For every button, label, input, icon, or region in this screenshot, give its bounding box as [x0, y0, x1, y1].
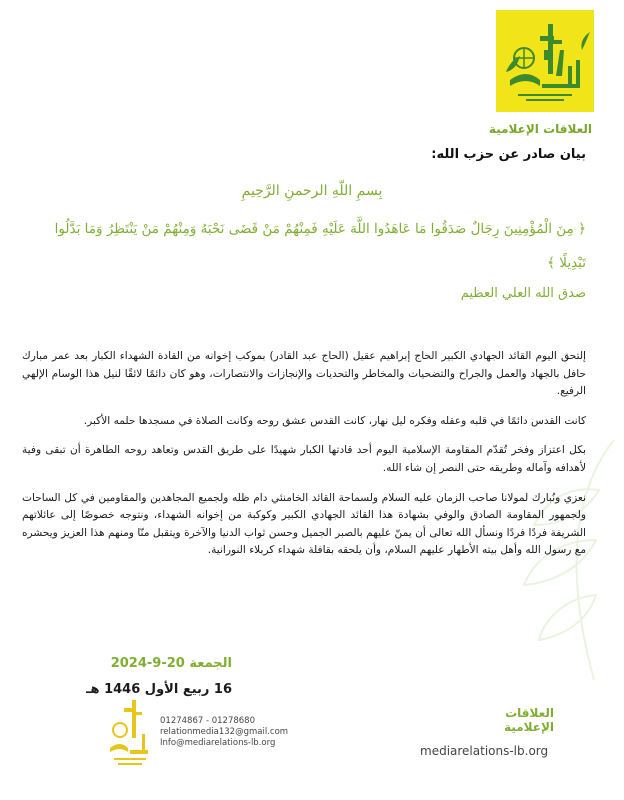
contact-phones: 01274867 - 01278680: [160, 716, 255, 726]
body-paragraph: نعزي ونُبارك لمولانا صاحب الزمان عليه السلام ولسماحة القائد الخامنئي دام ظله ولجميع المجاهدين والمقاومين في كل الساحات ولجمهور المقاومة الصادق والوفي بشهادة هذا القائد الجهادي الكبير وكوكبة من إخوانه الشهداء، ونتوجه خصوصًا إلى عائلاتهم الشريفة فردًا فردًا ونسأل الله تعالى أن يمنّ عليهم بالصبر الجميل وحسن ثواب الدنيا والآخرة ويتقبل منّا ومنهم هذا العزيز ويحشره مع رسول الله وأهل بيته الأطهار عليهم السلام، وأن يلحقه بقافلة شهداء كربلاء النورانية.: [22, 491, 586, 557]
hezbollah-emblem-small-icon: [106, 696, 152, 776]
logo-caption: العلاقات الإعلامية: [488, 122, 592, 136]
contact-email[interactable]: relationmedia132@gmail.com: [160, 727, 289, 737]
hezbollah-emblem-icon: [496, 10, 594, 112]
contact-info: [160, 716, 288, 749]
body-paragraph: كانت القدس دائمًا في قلبه وعقله وفكره ليل نهار، كانت القدس عشق روحه وكانت الصلاة في مسجدها حلمه الأكبر.: [83, 414, 586, 427]
website-link[interactable]: mediarelations-lb.org: [420, 744, 549, 758]
verse-closing: صدق الله العلي العظيم: [460, 286, 586, 301]
body-paragraph: بكل اعتزاز وفخر تُقدّم المقاومة الإسلامية اليوم أحد قادتها الكبار شهيدًا على طريق القدس وتعاهد روحه الطاهرة أن تبقى وفية لأهدافه وآماله وطريقه حتى النصر إن شاء الله.: [22, 444, 586, 474]
statement-heading: بيان صادر عن حزب الله:: [431, 147, 586, 162]
mark-line: العلاقات: [505, 706, 554, 720]
quran-verse: ﴿ مِنَ الْمُؤْمِنِينَ رِجَالٌ صَدَقُوا مَا عَاهَدُوا اللَّهَ عَلَيْهِ فَمِنْهُمْ مَنْ قَضَى نَحْبَهُ وَمِنْهُمْ مَنْ يَنْتَظِرُ وَمَا بَدَّلُوا تَبْدِيلًا ﴾: [54, 221, 586, 271]
header-logo: [488, 10, 594, 142]
hijri-date: 16 ربيع الأول 1446 هـ: [86, 682, 232, 697]
contact-email[interactable]: Info@mediarelations-lb.org: [160, 738, 276, 748]
statement-body: [22, 348, 586, 572]
mark-line: الإعلامية: [504, 720, 554, 734]
gregorian-date: الجمعة 20-9-2024: [110, 656, 232, 671]
media-relations-mark: [506, 706, 554, 734]
body-paragraph: إلتحق اليوم القائد الجهادي الكبير الحاج إبراهيم عقيل (الحاج عبد القادر) بموكب إخوانه من القادة الشهداء الكبار بعد عمر مبارك حافل بالجهاد والعمل والجراح والتضحيات والمخاطر والتحديات والإنجازات والانتصارات، وهو كان دائمًا لائقًا لنيل هذا الوسام الإلهي الرفيع.: [22, 350, 586, 398]
basmala: بِسمِ اللّهِ الرحمنِ الرَّحِيمِ: [241, 183, 383, 199]
